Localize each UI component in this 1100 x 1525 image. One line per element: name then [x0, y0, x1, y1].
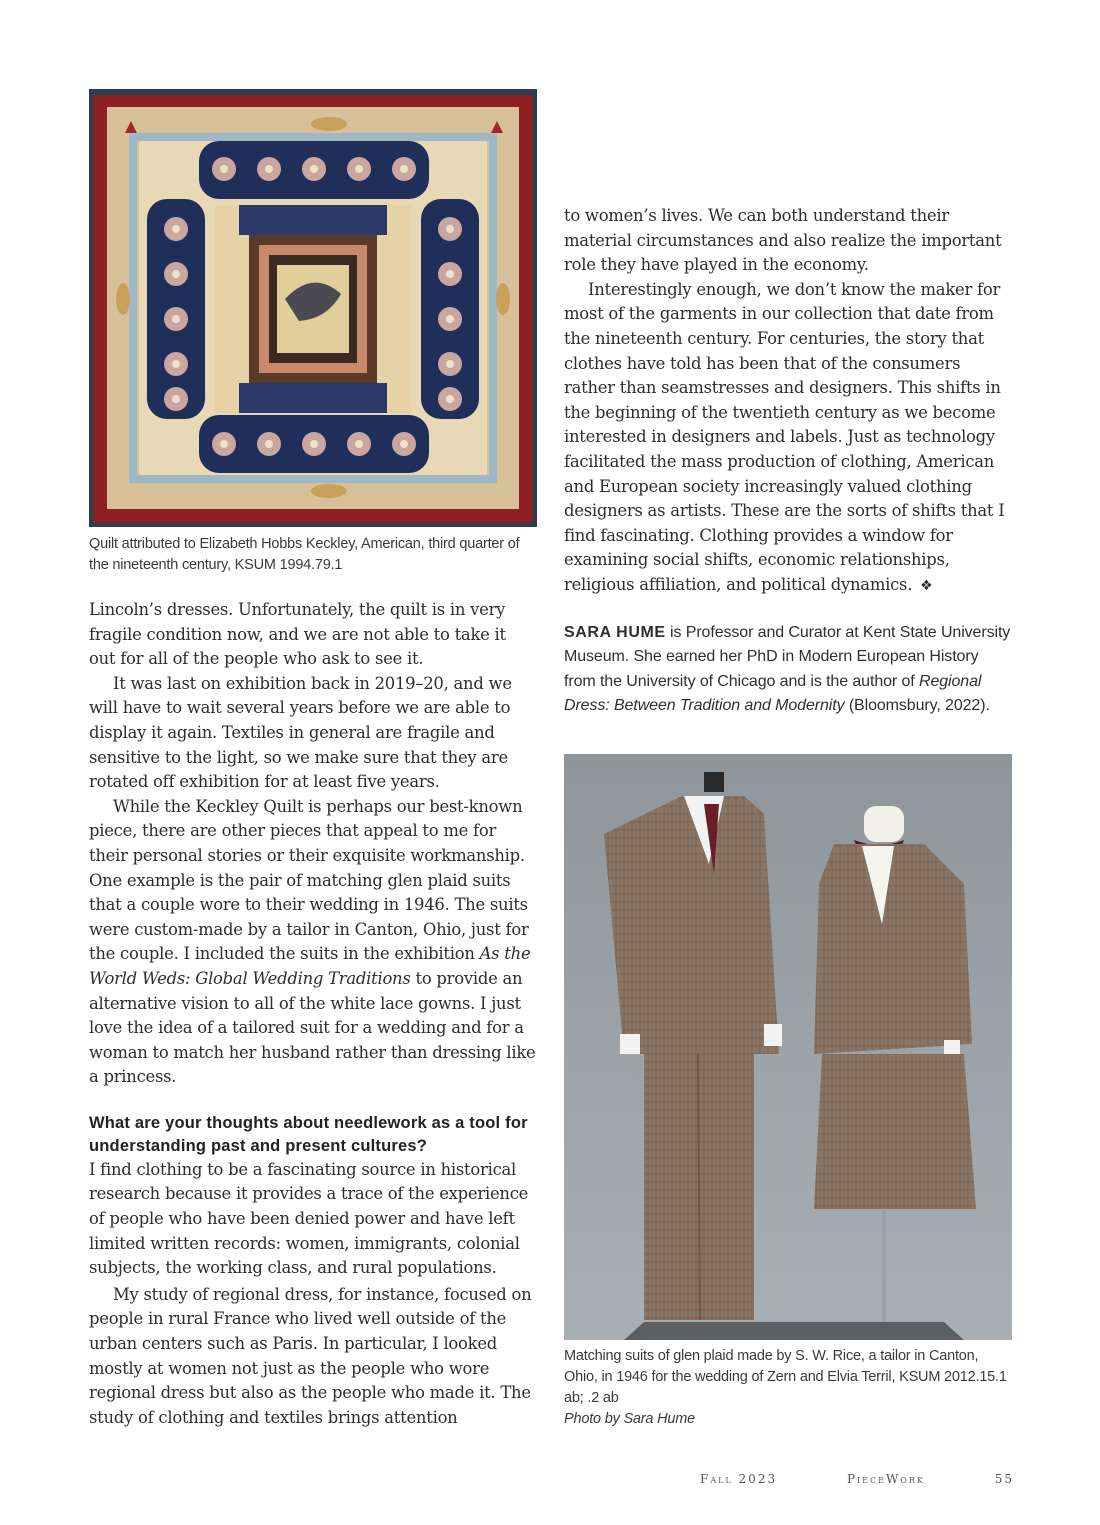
author-bio-text: is Professor and Curator at Kent State University Museum. She earned her PhD in Modern European History from the University of Chicago and is the author of: [564, 623, 1011, 690]
quilt-caption: Quilt attributed to Elizabeth Hobbs Keckley, American, third quarter of the nineteenth century, KSUM 1994.79.1: [89, 536, 520, 573]
issue-season: Fall 2023: [700, 1472, 778, 1486]
right-paragraph-1: to women’s lives. We can both understand their material circumstances and also realize the important role they have played in the economy.: [564, 206, 1002, 275]
author-name: SARA HUME: [564, 623, 666, 641]
book-title: Regional Dress: Between Tradition and Modernity: [564, 672, 982, 714]
page-number: 55: [994, 1472, 1014, 1486]
left-paragraph-4: I find clothing to be a fascinating source in historical research because it provides a trace of the experience of people who have been denied power and have left limited written records: women, immigrants, colonial subjects, the working class, and rural populations.: [89, 1159, 529, 1278]
interview-question: What are your thoughts about needlework as a tool for understanding past and present cultures?: [89, 1113, 528, 1155]
end-mark-icon: ❖: [920, 577, 933, 594]
suits-photo: [564, 754, 1012, 1340]
left-paragraph-3-end: to provide an alternative vision to all of the white lace gowns. I just love the idea of a tailored suit for a wedding and for a woman to match her husband rather than dressing like a princess.: [89, 968, 536, 1087]
author-bio-end: (Bloomsbury, 2022).: [844, 697, 990, 714]
suits-caption: Matching suits of glen plaid made by S. W. Rice, a tailor in Canton, Ohio, in 1946 for the wedding of Zern and Elvia Terril, KSUM 2012.15.1 ab; .2 ab: [564, 1348, 1007, 1406]
left-paragraph-2: It was last on exhibition back in 2019–20, and we will have to wait several years before we are able to display it again. Textiles in general are fragile and sensitive to the light, so we make sure that they are rotated off exhibition for at least five years.: [89, 673, 512, 792]
left-paragraph-1: Lincoln’s dresses. Unfortunately, the quilt is in very fragile condition now, and we are not able to take it out for all of the people who ask to see it.: [89, 600, 506, 669]
left-paragraph-3: [89, 795, 537, 1090]
author-bio: [564, 621, 1014, 719]
exhibition-title: As the World Weds: Global Wedding Traditions: [89, 944, 531, 988]
right-paragraph-2: [564, 278, 1014, 599]
magazine-name: PieceWork: [846, 1472, 925, 1486]
left-paragraph-3-text: While the Keckley Quilt is perhaps our best-known piece, there are other pieces that appeal to me for their personal stories or their exquisite workmanship. One example is the pair of matching glen plaid suits that a couple wore to their wedding in 1946. The suits were custom-made by a tailor in Canton, Ohio, just for the couple. I included the suits in the exhibition: [89, 796, 529, 964]
left-paragraph-5: My study of regional dress, for instance, focused on people in rural France who lived well outside of the urban centers such as Paris. In particular, I looked mostly at women not just as the people who wore regional dress but also as the people who made it. The study of clothing and textiles brings attention: [89, 1284, 532, 1427]
photo-credit: Photo by Sara Hume: [564, 1411, 695, 1427]
right-paragraph-2-text: Interestingly enough, we don’t know the maker for most of the garments in our collection that date from the nineteenth century. For centuries, the story that clothes have told has been that of the consumers rather than seamstresses and designers. This shifts in the beginning of the twentieth century as we become interested in designers and labels. Just as technology facilitated the mass production of clothing, American and European society increasingly valued clothing designers as artists. These are the sorts of shifts that I find fascinating. Clothing provides a window for examining social shifts, economic relationships, religious affiliation, and political dynamics.: [564, 279, 1005, 594]
quilt-photo: [89, 89, 537, 527]
page-footer: [700, 1472, 1014, 1486]
